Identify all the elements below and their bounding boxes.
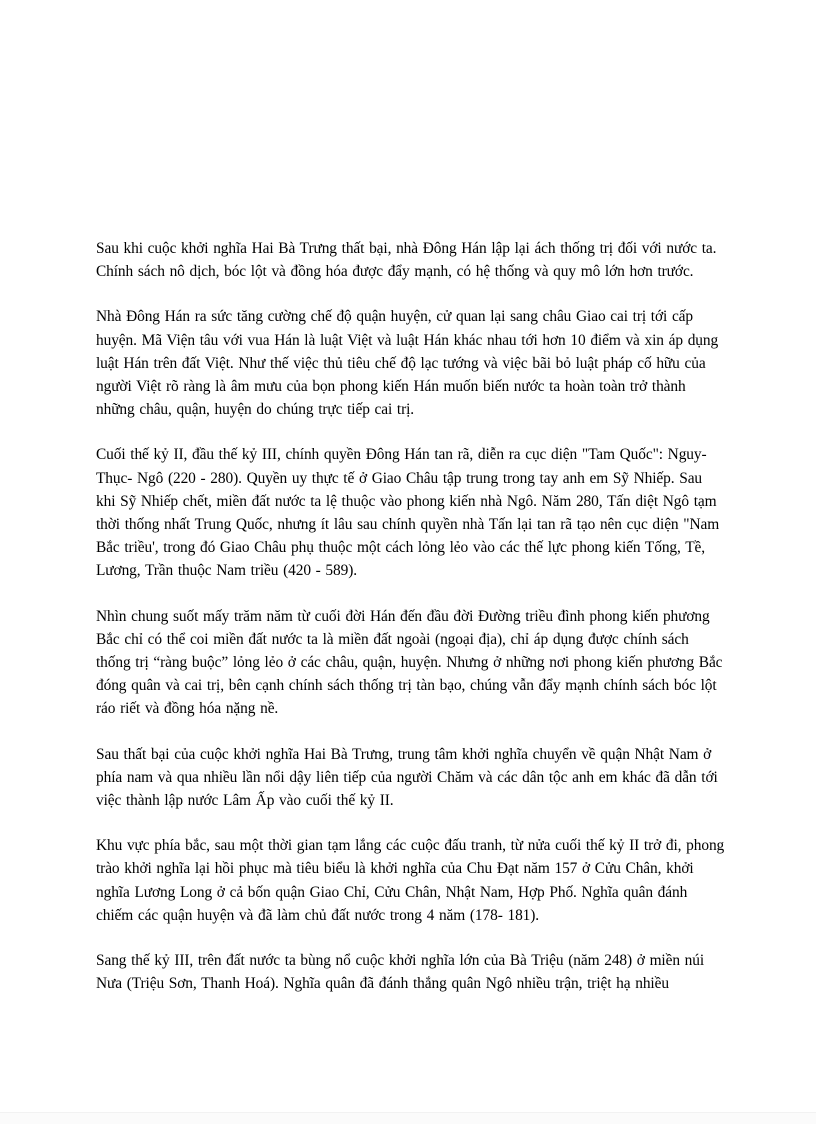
- paragraph-2: Nhà Đông Hán ra sức tăng cường chế độ quận huyện, cử quan lại sang châu Giao cai trị tới cấp huyện. Mã Viện tâu với vua Hán là luật Việt và luật Hán khác nhau tới hơn 10 điểm và xin áp dụng luật Hán trên đất Việt. Như thế việc thủ tiêu chế độ lạc tướng và việc bãi bỏ luật pháp cố hữu của người Việt rõ ràng là âm mưu của bọn phong kiến Hán muốn biến nước ta hoàn toàn trở thành những châu, quận, huyện do chúng trực tiếp cai trị.: [96, 308, 719, 419]
- paragraph-6: Khu vực phía bắc, sau một thời gian tạm lắng các cuộc đấu tranh, từ nửa cuối thế kỷ II trở đi, phong trào khởi nghĩa lại hồi phục mà tiêu biểu là khởi nghĩa của Chu Đạt năm 157 ở Cửu Chân, khởi nghĩa Lương Long ở cả bốn quận Giao Chỉ, Cửu Chân, Nhật Nam, Hợp Phố. Nghĩa quân đánh chiếm các quận huyện và đã làm chủ đất nước trong 4 năm (178- 181).: [96, 837, 725, 924]
- page-bottom-edge: [0, 1112, 816, 1124]
- paragraph-7: Sang thế kỷ III, trên đất nước ta bùng nổ cuộc khởi nghĩa lớn của Bà Triệu (năm 248) ở miền núi Nưa (Triệu Sơn, Thanh Hoá). Nghĩa quân đã đánh thắng quân Ngô nhiều trận, triệt hạ nhiều: [96, 952, 705, 993]
- paragraph-3: Cuối thế kỷ II, đầu thế kỷ III, chính quyền Đông Hán tan rã, diễn ra cục diện "Tam Quốc": Nguy- Thục- Ngô (220 - 280). Quyền uy thực tế ở Giao Châu tập trung trong tay anh em Sỹ Nhiếp. Sau khi Sỹ Nhiếp chết, miền đất nước ta lệ thuộc vào phong kiến nhà Ngô. Năm 280, Tấn diệt Ngô tạm thời thống nhất Trung Quốc, nhưng ít lâu sau chính quyền nhà Tấn lại tan rã tạo nên cục diện "Nam Bắc triều', trong đó Giao Châu phụ thuộc một cách lỏng lẻo vào các thế lực phong kiến Tống, Tề, Lương, Trần thuộc Nam triều (420 - 589).: [96, 446, 720, 580]
- paragraph-1: Sau khi cuộc khởi nghĩa Hai Bà Trưng thất bại, nhà Đông Hán lập lại ách thống trị đối với nước ta. Chính sách nô dịch, bóc lột và đồng hóa được đẩy mạnh, có hệ thống và quy mô lớn hơn trước.: [96, 240, 717, 281]
- paragraph-4: Nhìn chung suốt mấy trăm năm từ cuối đời Hán đến đầu đời Đường triều đình phong kiến phương Bắc chỉ có thể coi miền đất nước ta là miền đất ngoài (ngoại địa), chỉ áp dụng được chính sách thống trị “ràng buộc” lỏng lẻo ở các châu, quận, huyện. Nhưng ở những nơi phong kiến phương Bắc đóng quân và cai trị, bên cạnh chính sách thống trị tàn bạo, chúng vẫn đẩy mạnh chính sách bóc lột ráo riết và đồng hóa nặng nề.: [96, 607, 723, 718]
- document-body: [96, 237, 726, 1017]
- paragraph-5: Sau thất bại của cuộc khởi nghĩa Hai Bà Trưng, trung tâm khởi nghĩa chuyển về quận Nhật Nam ở phía nam và qua nhiều lần nổi dậy liên tiếp của người Chăm và các dân tộc anh em khác đã dẫn tới việc thành lập nước Lâm Ấp vào cuối thế kỷ II.: [96, 745, 718, 810]
